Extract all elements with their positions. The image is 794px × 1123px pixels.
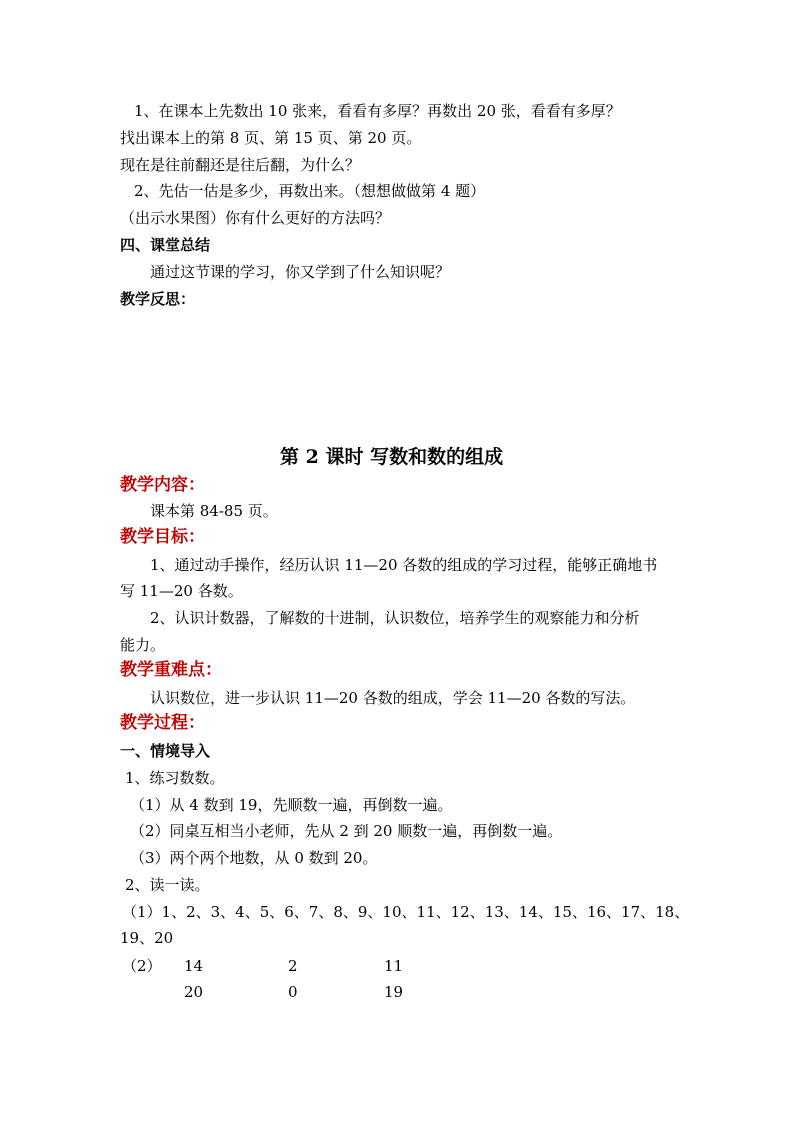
goal-label: 教学目标：	[120, 527, 205, 547]
process-label: 教学过程：	[120, 713, 205, 733]
read-item-1-line-1: （1）1、2、3、4、5、6、7、8、9、10、11、12、13、14、15、16、17、18、	[122, 903, 690, 921]
number-cell: 14	[184, 957, 204, 975]
number-cell: 20	[184, 983, 204, 1001]
activity-2-line: 2、先估一估是多少，再数出来。（想想做做第 4 题）	[134, 182, 486, 200]
activity-1-line: 1、在课本上先数出 10 张来，看看有多厚？再数出 20 张，看看有多厚？	[134, 102, 621, 120]
number-cell: 19	[384, 983, 404, 1001]
goal-2-line-1: 2、认识计数器，了解数的十进制，认识数位，培养学生的观察能力和分析	[150, 609, 640, 627]
reflection-heading: 教学反思：	[120, 290, 196, 308]
number-cell: 2	[288, 957, 298, 975]
practice-item-1: （1）从 4 数到 19，先顺数一遍，再倒数一遍。	[130, 796, 453, 814]
summary-heading: 四、课堂总结	[120, 236, 211, 254]
goal-2-line-2: 能力。	[120, 636, 166, 654]
fruit-picture-line: （出示水果图）你有什么更好的方法吗？	[120, 209, 391, 227]
lesson-title: 第 2 课时 写数和数的组成	[280, 446, 504, 468]
number-cell: 11	[384, 957, 404, 975]
question-line: 现在是往前翻还是往后翻，为什么？	[120, 156, 361, 174]
read-item-1-line-2: 19、20	[120, 929, 174, 947]
content-label: 教学内容：	[120, 475, 205, 495]
content-text: 课本第 84-85 页。	[150, 502, 278, 520]
practice-line: 1、练习数数。	[125, 769, 225, 787]
practice-item-2: （2）同桌互相当小老师，先从 2 到 20 顺数一遍，再倒数一遍。	[130, 822, 563, 840]
number-cell: 0	[288, 983, 298, 1001]
goal-1-line-1: 1、通过动手操作，经历认识 11—20 各数的组成的学习过程，能够正确地书	[150, 556, 658, 574]
goal-1-line-2: 写 11—20 各数。	[120, 582, 243, 600]
summary-text: 通过这节课的学习，你又学到了什么知识呢？	[150, 263, 451, 281]
key-points-text: 认识数位，进一步认识 11—20 各数的组成，学会 11—20 各数的写法。	[150, 689, 636, 707]
read-item-2-label: （2）	[122, 957, 162, 975]
read-line: 2、读一读。	[125, 876, 210, 894]
practice-item-3: （3）两个两个地数，从 0 数到 20。	[130, 849, 378, 867]
step-1-heading: 一、情境导入	[120, 742, 211, 760]
find-pages-line: 找出课本上的第 8 页、第 15 页、第 20 页。	[120, 129, 422, 147]
key-points-label: 教学重难点：	[120, 660, 222, 680]
